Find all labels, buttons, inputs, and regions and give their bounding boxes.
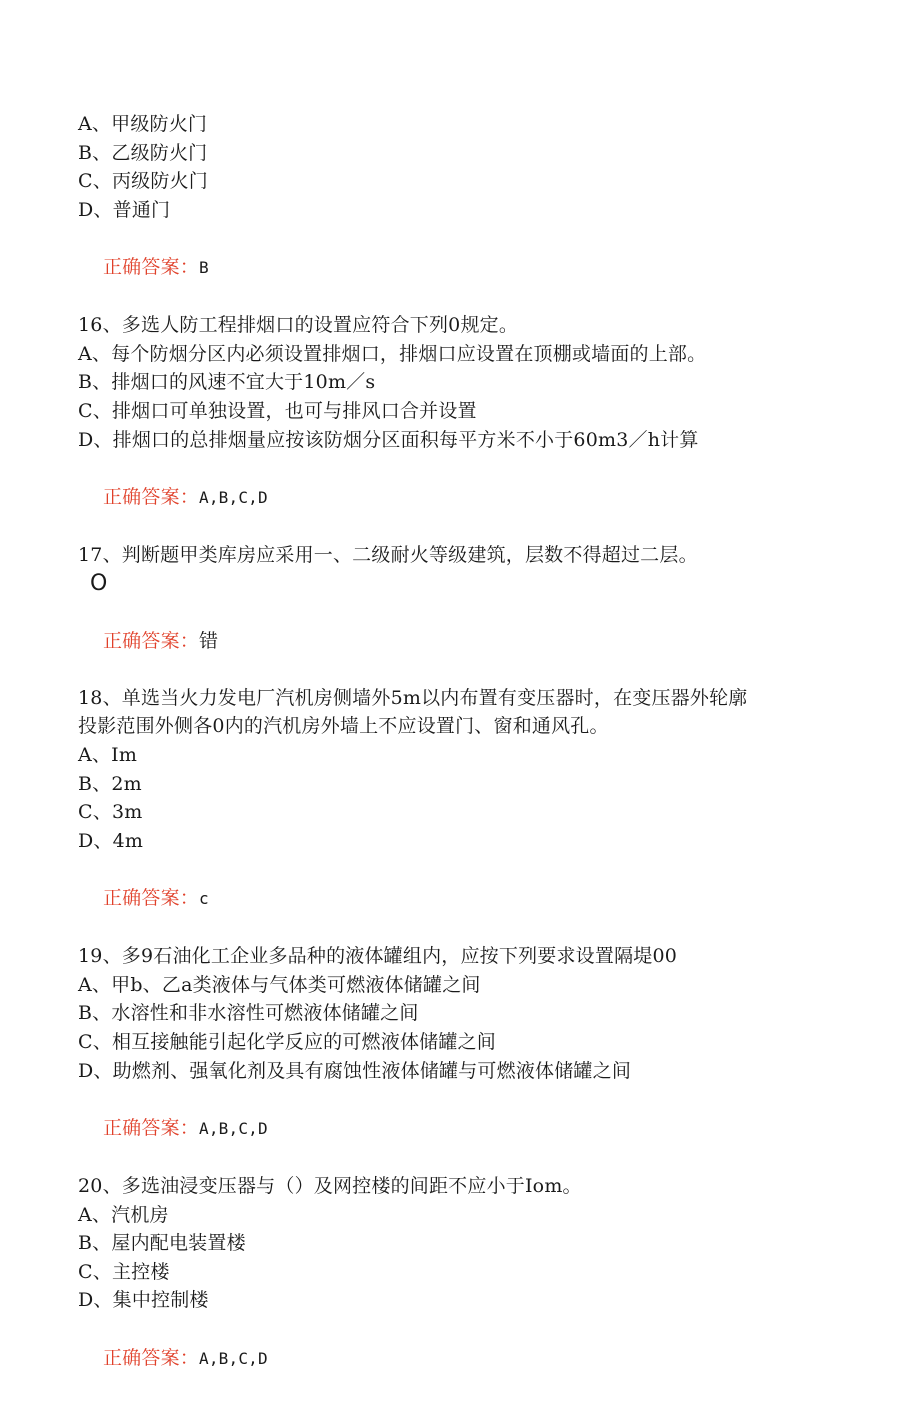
option-b: B、屋内配电装置楼 [78, 1232, 246, 1255]
answer-19 [78, 1085, 858, 1172]
answer-20 [78, 1315, 858, 1402]
option-b: B、水溶性和非水溶性可燃液体储罐之间 [78, 1002, 419, 1025]
answer-18 [78, 855, 858, 942]
question-18-stem-line1: 18、单选当火力发电厂汽机房侧墙外5m以内布置有变压器时，在变压器外轮廓 [78, 686, 748, 709]
option-b: B、乙级防火门 [78, 141, 208, 164]
answer-value: A,B,C,D [198, 1348, 268, 1368]
option-c: C、主控楼 [78, 1260, 170, 1283]
answer-value: 错 [198, 629, 219, 652]
answer-15 [78, 224, 858, 311]
option-d: D、排烟口的总排烟量应按该防烟分区面积每平方米不小于60m3／h计算 [78, 428, 699, 451]
option-a: A、Im [78, 744, 138, 767]
option-b: B、排烟口的风速不宜大于10m／s [78, 371, 376, 394]
option-a: A、甲b、乙a类液体与气体类可燃液体储罐之间 [78, 973, 481, 996]
option-b: B、2m [78, 772, 142, 795]
document-page [78, 110, 858, 1402]
option-a: A、每个防烟分区内必须设置排烟口，排烟口应设置在顶棚或墙面的上部。 [78, 342, 707, 365]
question-17-stem: 17、判断题甲类库房应采用一、二级耐火等级建筑，层数不得超过二层。 [78, 543, 698, 566]
answer-value: B [198, 257, 209, 277]
answer-value: c [198, 889, 209, 909]
question-18-stem-line2: 投影范围外侧各0内的汽机房外墙上不应设置门、窗和通风孔。 [78, 715, 609, 738]
option-c: C、相互接触能引起化学反应的可燃液体储罐之间 [78, 1031, 496, 1053]
answer-17 [78, 598, 858, 684]
answer-label: 正确答案： [102, 255, 199, 278]
option-d: D、助燃剂、强氧化剂及具有腐蚀性液体储罐与可燃液体储罐之间 [78, 1059, 632, 1082]
option-d: D、集中控制楼 [78, 1289, 209, 1312]
question-16-stem: 16、多选人防工程排烟口的设置应符合下列0规定。 [78, 314, 519, 337]
answer-label: 正确答案： [102, 1116, 199, 1139]
option-a: A、汽机房 [78, 1203, 169, 1226]
option-c: C、3m [78, 801, 143, 824]
option-d: D、普通门 [78, 198, 171, 221]
answer-label: 正确答案： [102, 887, 199, 910]
question-15-options [78, 110, 858, 224]
answer-16 [78, 454, 858, 541]
answer-value: A,B,C,D [198, 1118, 268, 1138]
question-19-stem: 19、多9石油化工企业多品种的液体罐组内，应按下列要求设置隔堤00 [78, 945, 678, 968]
option-c: C、排烟口可单独设置，也可与排风口合并设置 [78, 399, 477, 422]
answer-label: 正确答案： [102, 629, 199, 652]
question-20-stem: 20、多选油浸变压器与（）及网控楼的间距不应小于Iom。 [78, 1174, 582, 1197]
answer-label: 正确答案： [102, 485, 199, 508]
blank-mark: O [90, 570, 108, 596]
option-d: D、4m [78, 829, 144, 852]
option-c: C、丙级防火门 [78, 170, 208, 193]
option-a: A、甲级防火门 [78, 113, 208, 135]
answer-value: A,B,C,D [198, 487, 268, 507]
answer-label: 正确答案： [102, 1346, 199, 1369]
